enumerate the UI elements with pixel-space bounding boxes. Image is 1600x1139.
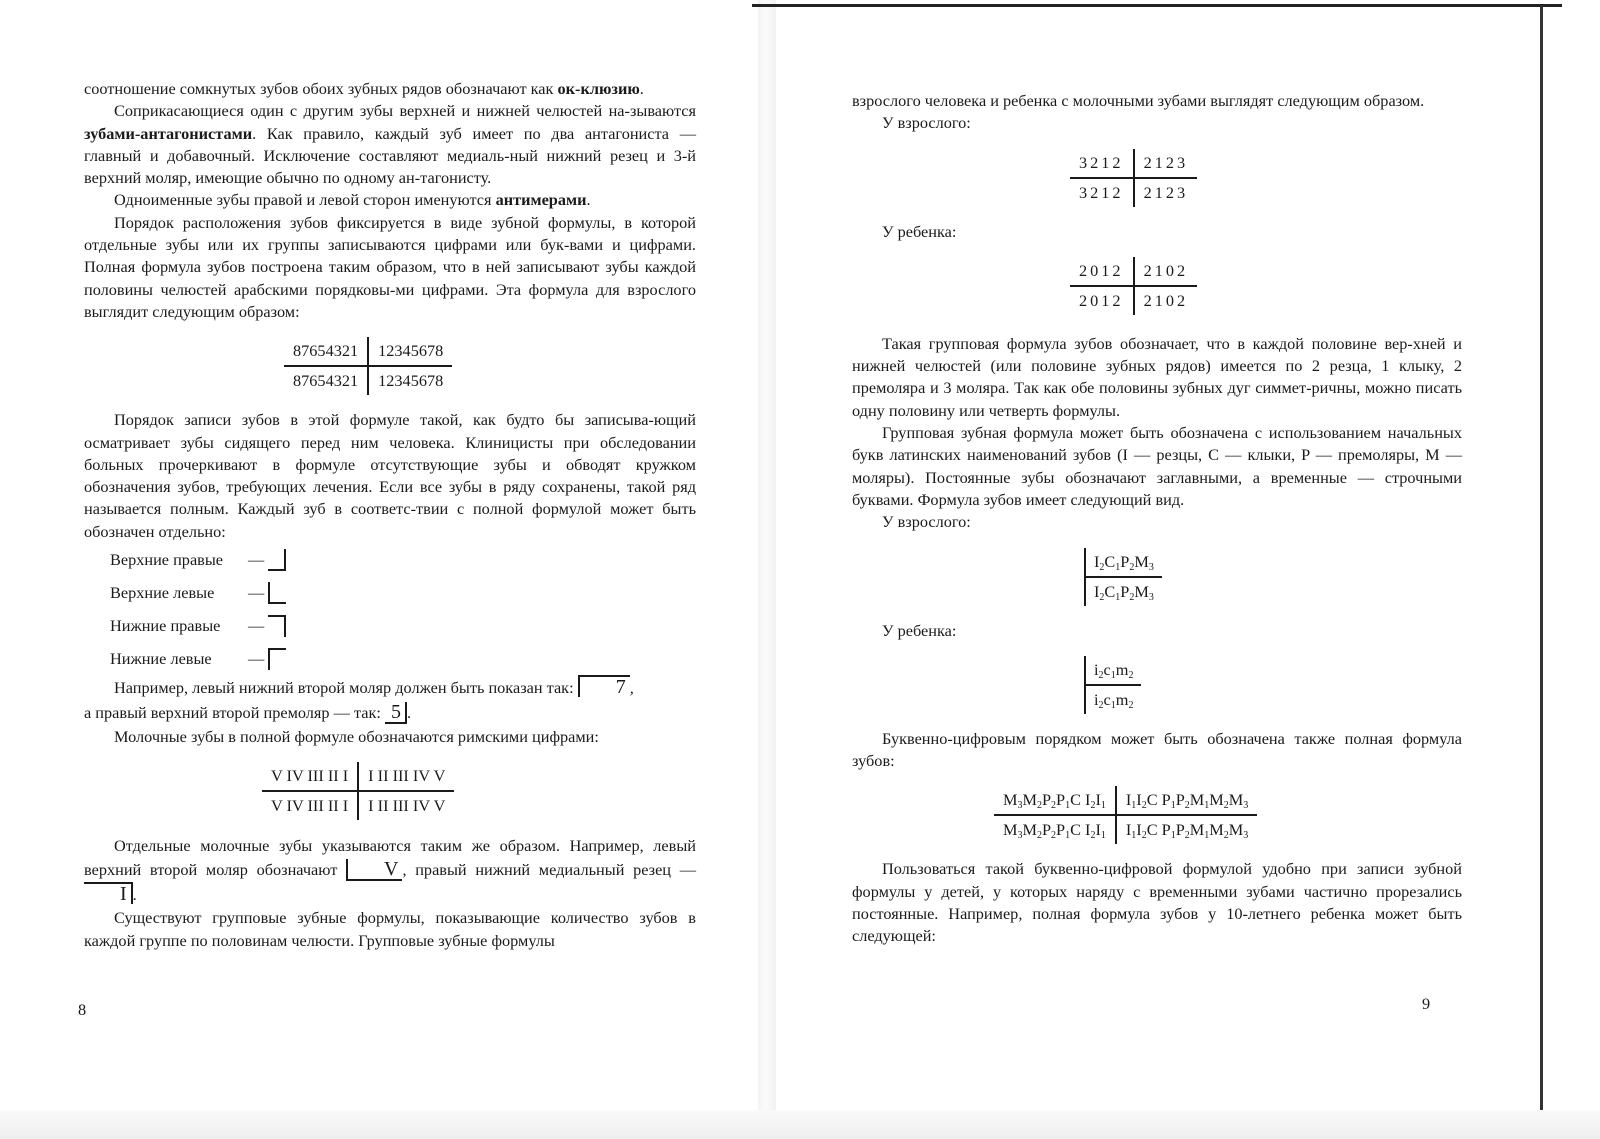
paragraph-example-premolar: а правый верхний второй премоляр — так: 5 . <box>84 701 412 724</box>
milk-full-formula: V IV III II I I II III IV V V IV III II I I II III IV V <box>262 762 454 820</box>
book-gutter <box>758 0 776 1139</box>
left-page-number: 8 <box>78 1000 87 1019</box>
paragraph-mixed-dentition: Пользоваться такой буквенно-цифровой формулой удобно при записи зубной формулы у детей, у которых наряду с временными зубами частично прорезались постоянные. Например, полная формула зубов у 10-летнего ребенка может быть следующей: <box>852 859 1462 946</box>
tooth-box-upper-right: 5 <box>385 702 407 724</box>
quadrant-lower-left: Нижние левые — <box>84 642 696 675</box>
paragraph-single-milk-teeth: Отдельные молочные зубы указываются таким же образом. Например, левый верхний второй моляр обозначают V , правый нижний медиальный резец — I . <box>84 836 696 906</box>
adult-full-formula: 87654321 12345678 87654321 12345678 <box>284 337 452 395</box>
paragraph-group-formulas: Существуют групповые зубные формулы, показывающие количество зубов в каждой группе по половинам челюсти. Групповые зубные формулы <box>84 908 696 950</box>
quadrant-lower-right: Нижние правые — <box>84 609 696 642</box>
adult-group-formula: 3212 2123 3212 2123 <box>1070 149 1197 207</box>
adult-letter-formula <box>1084 548 1462 606</box>
tooth-box-lower-left: 7 <box>578 675 630 697</box>
lower-left-bracket-icon <box>268 648 286 670</box>
paragraph-dental-formula: Порядок расположения зубов фиксируется в виде зубной формулы, в которой отдельные зубы или их группы записываются цифрами или бук-вами и цифрами. Полная формула зубов построена таким образом, что в ней записывают зубы каждой половины челюстей арабскими порядковы-ми цифрами. Эта формула для взрослого выглядит следующим образом: <box>84 212 696 321</box>
paragraph-example-molar: Например, левый нижний второй моляр должен быть показан так: 7 , <box>114 676 634 699</box>
paragraph-antagonists: Соприкасающиеся один с другим зубы верхней и нижней челюстей на-зываются зубами-антагонистами. Как правило, каждый зуб имеет по два антагониста — главный и добавочный. Исключение составляют медиаль-ный нижний резец и 3-й верхний моляр, имеющие обычно по одному ан-тагонисту. <box>84 101 696 188</box>
right-page-edge <box>1540 6 1543 1116</box>
right-page-number: 9 <box>1422 994 1431 1013</box>
tooth-box-lower-right: I <box>84 882 133 904</box>
label-adult-letters: У взрослого: <box>882 512 971 532</box>
tooth-box-upper-left: V <box>346 859 402 881</box>
quadrant-upper-left: Верхние левые — <box>84 576 696 609</box>
label-child: У ребенка: <box>882 221 957 241</box>
child-group-formula: 2012 2102 2012 2102 <box>1070 257 1197 315</box>
paragraph-continuation: взрослого человека и ребенка с молочными зубами выглядят следующим образом. <box>852 91 1425 110</box>
child-letter-formula <box>1084 656 1462 714</box>
adult-letter-formula-top: $I_2C_1P_2M_3$ <box>1086 548 1162 578</box>
quadrant-upper-right: Верхние правые — <box>84 543 696 576</box>
child-letter-formula-bottom: $i_2c_1m_2$ <box>1094 689 1134 711</box>
lower-right-bracket-icon <box>268 615 286 637</box>
paragraph-occlusion: соотношение сомкнутых зубов обоих зубных рядов обозначают как ок-клюзию. <box>84 79 644 98</box>
paragraph-group-meaning: Такая групповая формула зубов обозначает, что в каждой половине вер-хней и нижней челюстей (или половине зубных рядов) имеется по 2 резца, 1 клыку, 2 премоляра и 3 моляра. Так как обе половины зубных дуг симмет-ричны, можно писать одну половину или четверть формулы. <box>852 333 1462 420</box>
paragraph-letter-formula: Групповая зубная формула может быть обозначена с использованием начальных букв латинских наименований зубов (I — резцы, C — клыки, P — премоляры, M — моляры). Постоянные зубы обозначают заглавными, а временные — строчными буквами. Формула зубов имеет следующий вид. <box>852 423 1462 509</box>
child-letter-formula-top: $i_2c_1m_2$ <box>1086 656 1141 686</box>
label-adult: У взрослого: <box>882 113 971 133</box>
paragraph-recording-order: Порядок записи зубов в этой формуле такой, как будто бы записыва-ющий осматривает зубы сидящего перед ним человека. Клиницисты при обследовании больных прочеркивают в формуле отсутствующие зубы и обводят кружком обозначения зубов, требующих лечения. Если все зубы в ряду сохранены, такой ряд называется полным. Каждый зуб в соответс-твии с полной формулой может быть обозначен отдельно: <box>84 410 696 541</box>
paragraph-milk-teeth: Молочные зубы в полной формуле обозначаются римскими цифрами: <box>114 727 599 747</box>
right-page <box>852 90 1462 948</box>
paragraph-antimers: Одноименные зубы правой и левой сторон именуются антимерами. <box>114 190 591 210</box>
label-child-letters: У ребенка: <box>882 620 957 640</box>
quadrant-list <box>84 543 696 675</box>
adult-letter-formula-bottom: $I_2C_1P_2M_3$ <box>1094 581 1154 603</box>
top-edge-rule <box>752 4 1562 7</box>
alphanumeric-full-formula: $M_3M_2P_2P_1C$ $I_2I_1$ $I_1I_2C$ $P_1P_2M_1M_2M_3$ $M_3M_2P_2P_1C$ $I_2I_1$ $I_1I_2C$ $P_1P_2M_1M_2M_3$ <box>994 786 1257 844</box>
bottom-scan-shadow <box>0 1110 1600 1139</box>
upper-right-bracket-icon <box>268 549 286 571</box>
upper-left-bracket-icon <box>268 582 286 604</box>
paragraph-alphanumeric: Буквенно-цифровым порядком может быть обозначена также полная формула зубов: <box>852 728 1462 771</box>
left-page <box>84 78 696 952</box>
